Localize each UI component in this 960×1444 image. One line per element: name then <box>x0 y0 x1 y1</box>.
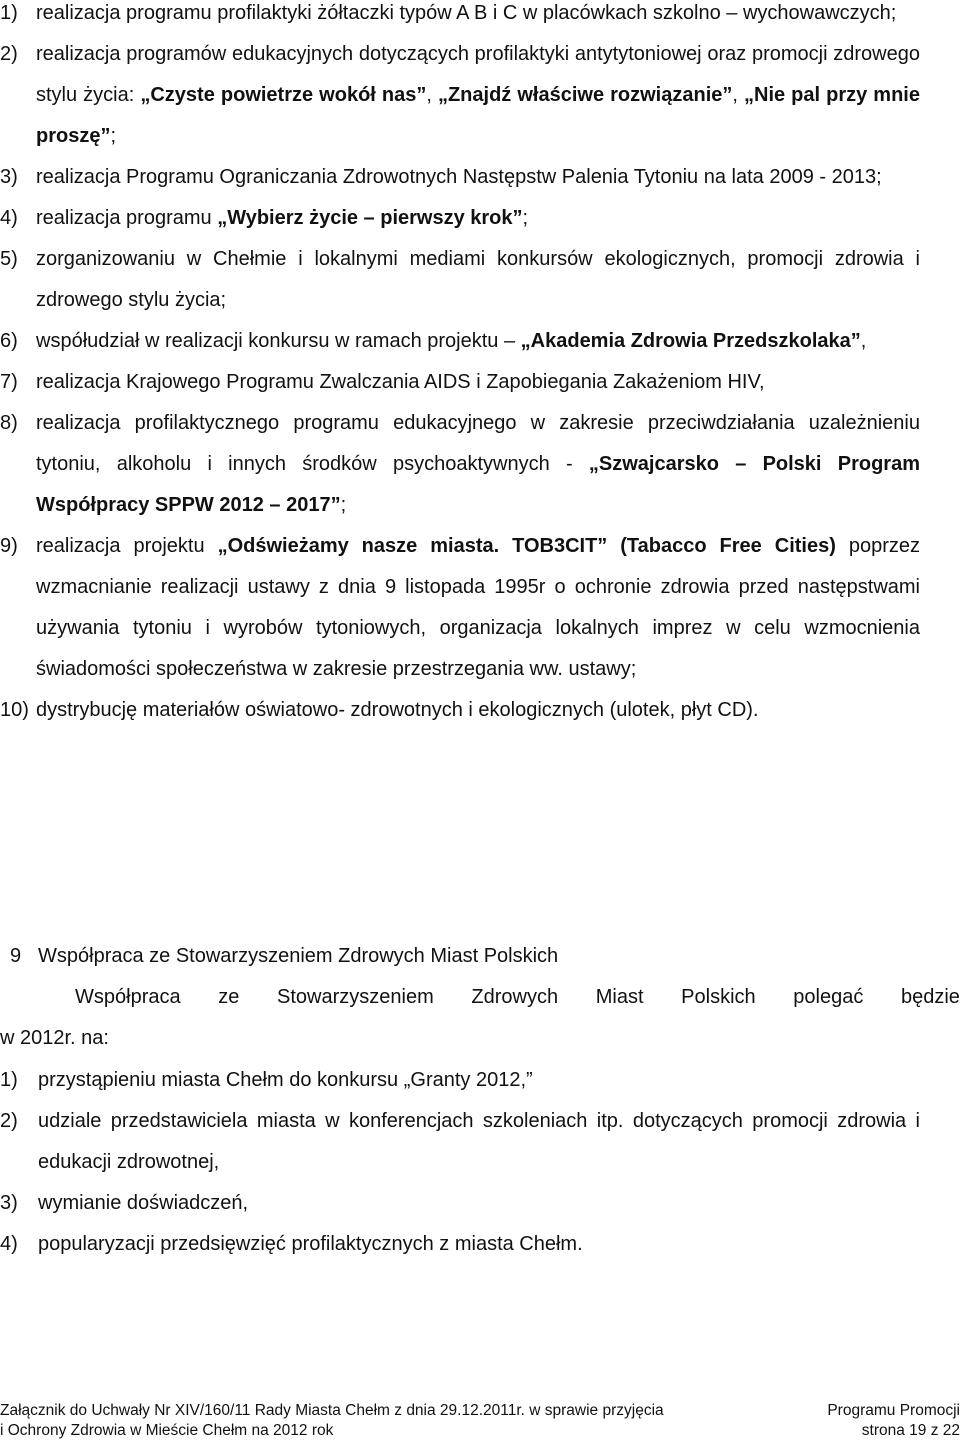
list-item-number: 1) <box>0 1069 18 1091</box>
list-item-number: 1) <box>0 2 18 24</box>
list-item <box>0 1183 960 1224</box>
list-item-text: udziale przedstawiciela miasta w konferencjach szkoleniach itp. dotyczących promocji zdrowia i edukacji zdrowotnej, <box>38 1110 920 1173</box>
list-item-text: realizacja programu „Wybierz życie – pierwszy krok”; <box>36 207 529 229</box>
list-item-number: 4) <box>0 207 18 229</box>
page-footer <box>0 1401 960 1441</box>
section-title: Współpraca ze Stowarzyszeniem Zdrowych Miast Polskich <box>38 945 559 967</box>
list-item-text: realizacja projektu „Odświeżamy nasze miasta. TOB3CIT” (Tabacco Free Cities) poprzez wzmacnianie realizacji ustawy z dnia 9 listopada 1995r o ochronie zdrowia przed następstwami używania tytoniu i wyrobów tytoniowych, organizacja lokalnych imprez w celu wzmocnienia świadomości społeczeństwa w zakresie przestrzegania ww. ustawy; <box>36 535 921 680</box>
list-item <box>0 526 960 690</box>
cooperation-list <box>0 1060 960 1265</box>
list-item-number: 9) <box>0 535 18 557</box>
footer-program-text: Programu Promocji <box>827 1402 960 1419</box>
list-item-text: realizacja Krajowego Programu Zwalczania AIDS i Zapobiegania Zakażeniom HIV, <box>36 371 765 393</box>
list-item-number: 6) <box>0 330 18 352</box>
list-item-number: 3) <box>0 1192 18 1214</box>
footer-resolution-text: Załącznik do Uchwały Nr XIV/160/11 Rady Miasta Chełm z dnia 29.12.2011r. w sprawie przyjęcia <box>0 1402 664 1419</box>
list-item <box>0 1224 960 1265</box>
list-item-number: 8) <box>0 412 18 434</box>
intro-line-1: Współpraca ze Stowarzyszeniem Zdrowych Miast Polskich polegać będzie <box>75 986 960 1008</box>
list-item-text: zorganizowaniu w Chełmie i lokalnymi mediami konkursów ekologicznych, promocji zdrowia i zdrowego stylu życia; <box>36 248 920 311</box>
list-item-text: wymianie doświadczeń, <box>38 1192 249 1214</box>
list-item-text: realizacja programu profilaktyki żółtaczki typów A B i C w placówkach szkolno – wychowawczych; <box>36 2 897 24</box>
list-item <box>0 321 960 362</box>
list-item-number: 10) <box>0 699 29 721</box>
list-item <box>0 403 960 526</box>
list-item-text: przystąpieniu miasta Chełm do konkursu „Granty 2012,” <box>38 1069 533 1091</box>
list-item-text: popularyzacji przedsięwzięć profilaktycznych z miasta Chełm. <box>38 1233 583 1255</box>
list-item-number: 5) <box>0 248 18 270</box>
footer-program-title: i Ochrony Zdrowia w Mieście Chełm na 2012 rok <box>0 1422 334 1439</box>
list-item-text: realizacja Programu Ograniczania Zdrowotnych Następstw Palenia Tytoniu na lata 2009 - 2013; <box>36 166 882 188</box>
list-item-text: współudział w realizacji konkursu w ramach projektu – „Akademia Zdrowia Przedszkolaka”, <box>36 330 867 352</box>
list-item <box>0 1060 960 1101</box>
list-item-text: realizacja programów edukacyjnych dotyczących profilaktyki antytytoniowej oraz promocji zdrowego stylu życia: „Czyste powietrze wokół nas”, „Znajdź właściwe rozwiązanie”, „Nie pal przy mnie proszę”; <box>36 43 920 147</box>
list-item <box>0 362 960 403</box>
section-heading <box>0 936 960 977</box>
list-item <box>0 1101 960 1183</box>
list-item <box>0 239 960 321</box>
list-item <box>0 34 960 157</box>
list-item <box>0 198 960 239</box>
list-item-text: dystrybucję materiałów oświatowo- zdrowotnych i ekologicznych (ulotek, płyt CD). <box>36 699 759 721</box>
section-number: 9 <box>10 945 22 967</box>
list-item-number: 2) <box>0 43 18 65</box>
list-item-number: 4) <box>0 1233 18 1255</box>
list-item <box>0 0 960 34</box>
list-item <box>0 690 960 731</box>
list-item-number: 2) <box>0 1110 18 1132</box>
list-item-text: realizacja profilaktycznego programu edukacyjnego w zakresie przeciwdziałania uzależnieniu tytoniu, alkoholu i innych środków psychoaktywnych - „Szwajcarsko – Polski Program Współpracy SPPW 2012 – 2017”; <box>36 412 920 516</box>
intro-line-2: w 2012r. na: <box>0 1027 109 1049</box>
list-item-number: 7) <box>0 371 18 393</box>
page-number: strona 19 z 22 <box>861 1422 960 1439</box>
list-item-number: 3) <box>0 166 18 188</box>
section-intro <box>0 977 960 1059</box>
list-item <box>0 157 960 198</box>
